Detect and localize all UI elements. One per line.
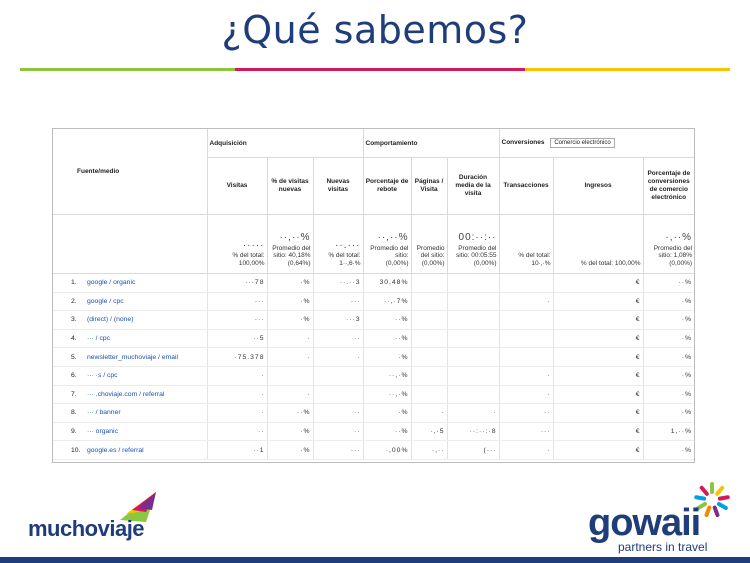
total-transacciones: % del total: 10·,·% [499,215,553,274]
group-comportamiento: Comportamiento [363,129,499,158]
cell-tasa: ·% [643,366,694,385]
cell-duracion: (··· [447,441,499,460]
report-grid [53,129,694,460]
col-fuente-medio[interactable]: Fuente/medio [53,129,207,215]
row-number: 9. [71,428,77,436]
cell-visitas: ··· [207,311,267,330]
cell-paginas: · [411,404,447,423]
cell-tasa: ·% [643,404,694,423]
cell-ingresos: € [553,274,643,293]
cell-duracion [447,385,499,404]
source-medium-link[interactable]: ··· organic [87,428,118,436]
cell-rebote: ··,·% [363,366,411,385]
cell-transacciones: ·· [499,404,553,423]
gowaii-wordmark: gowaii [588,502,701,544]
totals-label-cell [53,215,207,274]
cell-rebote: ··% [363,311,411,330]
cell-nuevas [313,385,363,404]
divider-magenta [235,68,525,71]
table-row [53,348,694,367]
footer-bar [0,557,750,563]
cell-rebote: ··% [363,329,411,348]
cell-pct-nuevas [267,366,313,385]
cell-nuevas: ·· [313,422,363,441]
cell-ingresos: € [553,404,643,423]
source-medium-link[interactable]: (direct) / (none) [87,316,134,324]
cell-tasa: ··% [643,274,694,293]
cell-paginas: ·,·5 [411,422,447,441]
cell-duracion: ··:··:·8 [447,422,499,441]
col-duracion-media[interactable]: Duración media de la visita [447,158,499,215]
source-medium-link[interactable]: google / cpc [87,297,124,305]
cell-pct-nuevas: ·% [267,274,313,293]
row-number: 10. [71,446,81,454]
table-row [53,441,694,460]
cell-rebote: ·,00% [363,441,411,460]
source-medium-link[interactable]: ··· ·s / cpc [87,372,118,380]
source-medium-link[interactable]: ··· .choviaje.com / referral [87,390,165,398]
cell-visitas: ·75.378 [207,348,267,367]
cell-nuevas: ···3 [313,311,363,330]
total-paginas: Promedio del sitio: (0,00%) [411,215,447,274]
total-ingresos: % del total: 100,00% [553,215,643,274]
col-paginas-visita[interactable]: Páginas / Visita [411,158,447,215]
source-medium-cell [53,366,207,385]
cell-pct-nuevas: ·% [267,311,313,330]
cell-ingresos: € [553,311,643,330]
cell-visitas: · [207,366,267,385]
cell-visitas: ··1 [207,441,267,460]
cell-pct-nuevas: ·% [267,292,313,311]
cell-ingresos: € [553,366,643,385]
row-number: 4. [71,335,77,343]
cell-rebote: ·% [363,348,411,367]
table-row [53,385,694,404]
cell-paginas [411,348,447,367]
row-number: 8. [71,409,77,417]
row-number: 6. [71,372,77,380]
cell-visitas: ·· [207,422,267,441]
source-medium-cell [53,274,207,293]
cell-tasa: ·% [643,311,694,330]
cell-rebote: ··,·% [363,385,411,404]
totals-row [53,215,694,274]
group-conversiones-label: Conversiones [501,139,545,146]
cell-paginas [411,366,447,385]
table-row [53,404,694,423]
cell-pct-nuevas: · [267,385,313,404]
cell-tasa: 1,··% [643,422,694,441]
cell-rebote: ·% [363,404,411,423]
cell-ingresos: € [553,385,643,404]
gowaii-tagline: partners in travel [618,540,708,554]
cell-tasa: ·% [643,441,694,460]
total-pct-nuevas: ··,··% Promedio del sitio: 40,18% (0,64%) [267,215,313,274]
col-pct-visitas-nuevas[interactable]: % de visitas nuevas [267,158,313,215]
cell-transacciones [499,348,553,367]
cell-transacciones [499,311,553,330]
row-number: 2. [71,297,77,305]
cell-transacciones [499,329,553,348]
table-row [53,311,694,330]
cell-transacciones [499,274,553,293]
cell-tasa: ·% [643,348,694,367]
cell-transacciones: · [499,385,553,404]
cell-visitas: · [207,404,267,423]
cell-pct-nuevas: ·% [267,441,313,460]
cell-tasa: ·% [643,292,694,311]
cell-duracion [447,366,499,385]
group-conversiones [499,129,694,158]
col-porcentaje-rebote[interactable]: Porcentaje de rebote [363,158,411,215]
table-row [53,366,694,385]
cell-duracion [447,274,499,293]
cell-pct-nuevas: · [267,329,313,348]
divider-yellow [525,68,730,71]
col-tasa-conversion[interactable]: Porcentaje de conversiones de comercio electrónico [643,158,694,215]
table-row [53,329,694,348]
cell-transacciones: · [499,292,553,311]
cell-ingresos: € [553,422,643,441]
cell-paginas [411,329,447,348]
cell-rebote: ··% [363,422,411,441]
total-rebote: ··,··% Promedio del sitio: (0,00%) [363,215,411,274]
source-medium-link[interactable]: google / organic [87,279,136,287]
cell-visitas: ··· [207,292,267,311]
cell-nuevas: · [313,348,363,367]
cell-transacciones: · [499,441,553,460]
source-medium-link[interactable]: ··· / banner [87,409,121,417]
cell-nuevas: ··.··3 [313,274,363,293]
cell-paginas [411,292,447,311]
cell-paginas: ·,·· [411,441,447,460]
col-nuevas-visitas[interactable]: Nuevas visitas [313,158,363,215]
cell-rebote: 30,48% [363,274,411,293]
source-medium-cell [53,441,207,460]
cell-paginas [411,385,447,404]
table-row [53,422,694,441]
cell-pct-nuevas: ·% [267,422,313,441]
cell-transacciones: · [499,366,553,385]
row-number: 5. [71,353,77,361]
cell-nuevas: ·· [313,404,363,423]
source-medium-cell [53,422,207,441]
cell-ingresos: € [553,441,643,460]
cell-pct-nuevas: · [267,348,313,367]
row-number: 1. [71,279,77,287]
row-number: 7. [71,390,77,398]
cell-nuevas: ··· [313,441,363,460]
cell-nuevas [313,366,363,385]
total-duracion: 00:··:·· Promedio del sitio: 00:05:55 (0,00%) [447,215,499,274]
cell-duracion [447,348,499,367]
source-medium-cell [53,404,207,423]
cell-transacciones: ··· [499,422,553,441]
total-visitas: ····· % del total: 100,00% [207,215,267,274]
cell-duracion [447,311,499,330]
gowaii-logo [580,480,740,552]
slide-title: ¿Qué sabemos? [221,8,529,52]
col-transacciones[interactable]: Transacciones [499,158,553,215]
group-adquisicion: Adquisición [207,129,363,158]
source-medium-cell [53,329,207,348]
cell-ingresos: € [553,329,643,348]
source-medium-cell [53,292,207,311]
cell-duracion: · [447,404,499,423]
row-number: 3. [71,316,77,324]
cell-duracion [447,292,499,311]
conversiones-dropdown[interactable]: Comercio electrónico [550,138,614,148]
col-visitas[interactable]: Visitas [207,158,267,215]
table-row [53,274,694,293]
cell-nuevas: ·· [313,329,363,348]
source-medium-cell [53,385,207,404]
cell-visitas: ···78 [207,274,267,293]
cell-visitas: ··5 [207,329,267,348]
source-medium-link[interactable]: google.es / referral [87,446,144,454]
cell-rebote: ··,·7% [363,292,411,311]
cell-nuevas: ··· [313,292,363,311]
muchoviaje-wordmark: muchoviaje [28,516,145,541]
cell-pct-nuevas: ··% [267,404,313,423]
cell-visitas: · [207,385,267,404]
total-tasa: ·,··% Promedio del sitio: 1,08% (0,00%) [643,215,694,274]
cell-duracion [447,329,499,348]
source-medium-cell [53,348,207,367]
cell-paginas [411,311,447,330]
table-row [53,292,694,311]
cell-ingresos: € [553,348,643,367]
muchoviaje-logo [28,490,178,540]
report-rows [53,274,694,460]
cell-paginas [411,274,447,293]
cell-ingresos: € [553,292,643,311]
divider-green [20,68,235,71]
col-ingresos[interactable]: Ingresos [553,158,643,215]
cell-tasa: ·% [643,329,694,348]
source-medium-cell [53,311,207,330]
source-medium-link[interactable]: ··· / cpc [87,335,111,343]
cell-tasa: ·% [643,385,694,404]
analytics-report-table [52,128,695,463]
source-medium-link[interactable]: newsletter_muchoviaje / email [87,353,179,361]
total-nuevas: ··.··· % del total: 1··,6·% [313,215,363,274]
